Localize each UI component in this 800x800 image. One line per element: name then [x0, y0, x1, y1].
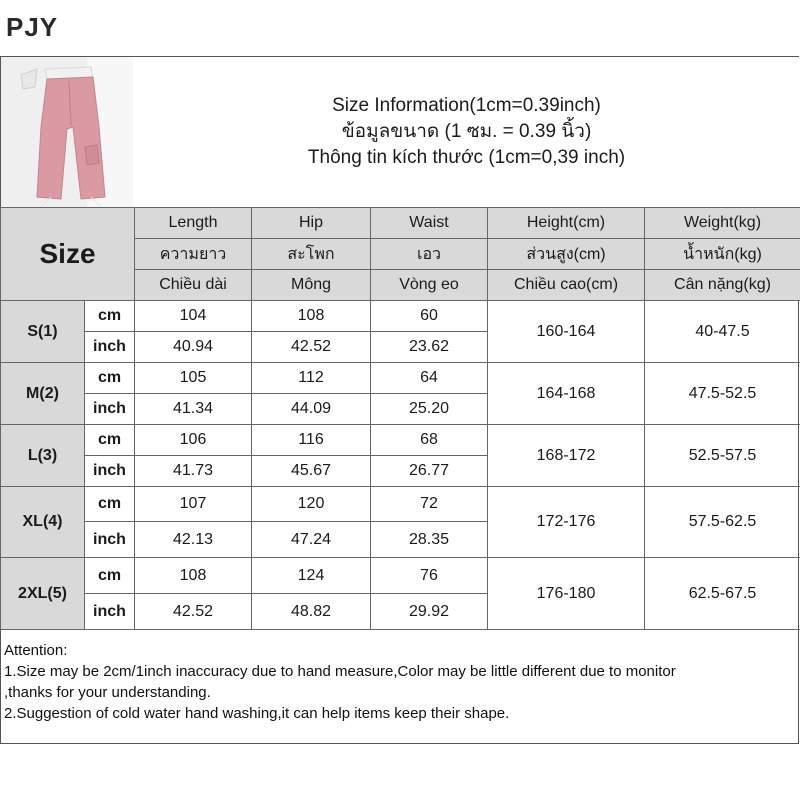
title-thai: ข้อมูลขนาด (1 ซม. = 0.39 นิ้ว)	[341, 121, 592, 142]
waist-cm: 72	[371, 487, 488, 522]
height-range: 172-176	[488, 487, 645, 558]
length-inch: 40.94	[135, 332, 252, 363]
col-weight-th: น้ำหนัก(kg)	[645, 239, 800, 270]
waist-cm: 60	[371, 301, 488, 332]
col-height-vi: Chiều cao(cm)	[488, 270, 645, 301]
title-english: Size Information(1cm=0.39inch)	[332, 95, 601, 116]
attention-note-2: 2.Suggestion of cold water hand washing,it can help items keep their shape.	[4, 705, 510, 722]
length-inch: 41.34	[135, 394, 252, 425]
waist-inch: 28.35	[371, 522, 488, 558]
col-height-en: Height(cm)	[488, 208, 645, 239]
length-cm: 106	[135, 425, 252, 456]
size-header: Size	[1, 208, 135, 301]
hip-inch: 47.24	[252, 522, 371, 558]
waist-cm: 68	[371, 425, 488, 456]
waist-cm: 64	[371, 363, 488, 394]
attention-heading: Attention:	[4, 642, 68, 659]
unit-inch: inch	[85, 394, 135, 425]
length-inch: 41.73	[135, 456, 252, 487]
length-inch: 42.52	[135, 594, 252, 630]
weight-range: 57.5-62.5	[645, 487, 800, 558]
brand-logo: PJY	[6, 12, 59, 42]
col-hip-th: สะโพก	[252, 239, 371, 270]
waist-inch: 29.92	[371, 594, 488, 630]
col-hip-vi: Mông	[252, 270, 371, 301]
attention-note-1-continued: ,thanks for your understanding.	[4, 684, 211, 701]
height-range: 160-164	[488, 301, 645, 363]
attention-notes	[0, 638, 799, 744]
hip-cm: 116	[252, 425, 371, 456]
weight-range: 62.5-67.5	[645, 558, 800, 630]
table-row	[1, 301, 800, 332]
size-table	[0, 207, 800, 630]
col-waist-en: Waist	[371, 208, 488, 239]
size-cell: 2XL(5)	[1, 558, 85, 630]
hip-cm: 112	[252, 363, 371, 394]
length-cm: 107	[135, 487, 252, 522]
hip-cm: 120	[252, 487, 371, 522]
table-row	[1, 487, 800, 522]
hip-inch: 45.67	[252, 456, 371, 487]
waist-inch: 26.77	[371, 456, 488, 487]
hip-inch: 42.52	[252, 332, 371, 363]
hip-cm: 124	[252, 558, 371, 594]
unit-inch: inch	[85, 522, 135, 558]
pink-pants-image	[1, 57, 133, 207]
weight-range: 52.5-57.5	[645, 425, 800, 487]
size-cell: XL(4)	[1, 487, 85, 558]
length-cm: 105	[135, 363, 252, 394]
size-cell: M(2)	[1, 363, 85, 425]
table-row	[1, 558, 800, 594]
unit-inch: inch	[85, 594, 135, 630]
attention-note-1: 1.Size may be 2cm/1inch inaccuracy due to hand measure,Color may be little different due to monitor	[4, 663, 676, 680]
height-range: 168-172	[488, 425, 645, 487]
table-row	[1, 363, 800, 394]
size-cell: S(1)	[1, 301, 85, 363]
length-cm: 108	[135, 558, 252, 594]
col-height-th: ส่วนสูง(cm)	[488, 239, 645, 270]
height-range: 164-168	[488, 363, 645, 425]
size-information-title	[134, 57, 799, 207]
col-length-th: ความยาว	[135, 239, 252, 270]
waist-inch: 23.62	[371, 332, 488, 363]
hip-inch: 48.82	[252, 594, 371, 630]
col-weight-vi: Cân nặng(kg)	[645, 270, 800, 301]
waist-inch: 25.20	[371, 394, 488, 425]
col-waist-th: เอว	[371, 239, 488, 270]
header-row-english	[1, 208, 800, 239]
unit-cm: cm	[85, 301, 135, 332]
product-photo	[1, 57, 133, 207]
unit-cm: cm	[85, 425, 135, 456]
length-cm: 104	[135, 301, 252, 332]
hip-cm: 108	[252, 301, 371, 332]
table-row	[1, 425, 800, 456]
size-cell: L(3)	[1, 425, 85, 487]
hip-inch: 44.09	[252, 394, 371, 425]
unit-cm: cm	[85, 558, 135, 594]
unit-inch: inch	[85, 456, 135, 487]
col-length-vi: Chiều dài	[135, 270, 252, 301]
unit-inch: inch	[85, 332, 135, 363]
unit-cm: cm	[85, 487, 135, 522]
col-weight-en: Weight(kg)	[645, 208, 800, 239]
unit-cm: cm	[85, 363, 135, 394]
col-length-en: Length	[135, 208, 252, 239]
weight-range: 47.5-52.5	[645, 363, 800, 425]
col-hip-en: Hip	[252, 208, 371, 239]
length-inch: 42.13	[135, 522, 252, 558]
waist-cm: 76	[371, 558, 488, 594]
title-vietnamese: Thông tin kích thước (1cm=0,39 inch)	[307, 147, 626, 168]
col-waist-vi: Vòng eo	[371, 270, 488, 301]
height-range: 176-180	[488, 558, 645, 630]
weight-range: 40-47.5	[645, 301, 800, 363]
